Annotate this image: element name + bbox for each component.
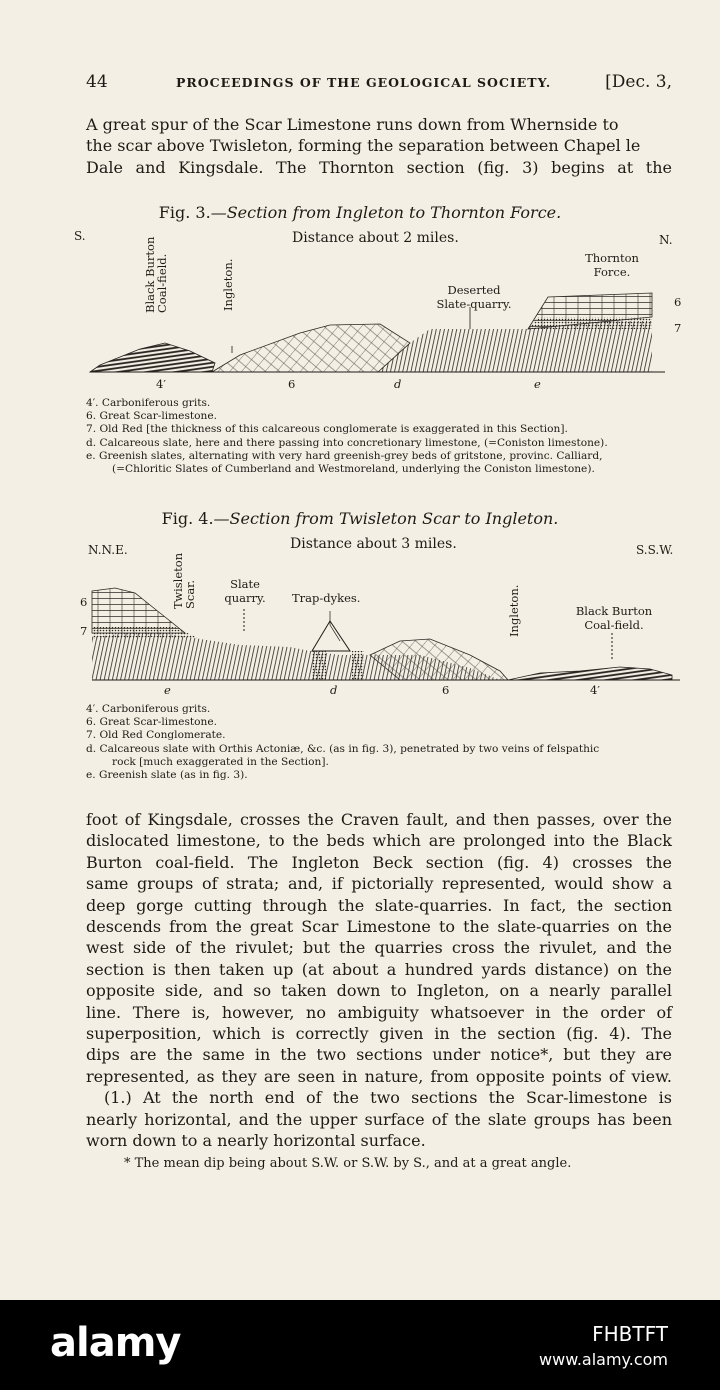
fig4-quarry-label: Slate quarry.: [224, 577, 266, 605]
text-line: opposite side, and so taken down to Ingleton, on a nearly parallel: [86, 981, 672, 1001]
fig4-section-diagram: [0, 533, 720, 703]
text-line: descends from the great Scar Limestone to the slate-quarries on the: [86, 917, 672, 937]
legend-item: d. Calcareous slate, here and there passing into concretionary limestone, (=Coniston limestone).: [86, 436, 608, 449]
fig4-legend: [86, 703, 676, 782]
image-id: FHBTFT: [592, 1322, 668, 1346]
legend-item: d. Calcareous slate with Orthis Actoniæ, &c. (as in fig. 3), penetrated by two veins of felspathic: [86, 742, 600, 755]
fig3-legend: [86, 397, 676, 476]
running-header: [86, 72, 672, 96]
text-line: dislocated limestone, to the beds which are prolonged into the Black: [86, 831, 672, 851]
legend-item: 6. Great Scar-limestone.: [86, 410, 217, 423]
fig3-ingleton-label: Ingleton.: [221, 258, 235, 311]
fig4-dykes-label: Trap-dykes.: [292, 591, 361, 605]
header-date: [Dec. 3,: [605, 72, 672, 92]
text-line: (1.) At the north end of the two sections the Scar-limestone is: [104, 1088, 672, 1108]
legend-item: 7. Old Red Conglomerate.: [86, 729, 226, 742]
fig4-base-6: 6: [442, 683, 450, 697]
alamy-url: www.alamy.com: [539, 1350, 668, 1369]
fig4-title: —Section from Twisleton Scar to Ingleton.: [213, 509, 559, 528]
legend-item: 4′. Carboniferous grits.: [86, 703, 211, 715]
legend-item: (=Chloritic Slates of Cumberland and Westmoreland, underlying the Coniston limestone).: [112, 463, 595, 476]
footnote: * The mean dip being about S.W. or S.W. by S., and at a great angle.: [124, 1156, 572, 1171]
text-line: west side of the rivulet; but the quarries cross the rivulet, and the: [86, 938, 672, 958]
text-line: superposition, which is correctly given in the section (fig. 4). The: [86, 1024, 672, 1044]
text-line: foot of Kingsdale, crosses the Craven fault, and then passes, over the: [86, 810, 672, 829]
fig4-nne-label: N.N.E.: [88, 543, 128, 557]
fig3-base-d: d: [394, 377, 402, 391]
fig4-side-7: 7: [80, 624, 88, 638]
fig3-base-e: e: [534, 377, 541, 391]
fig3-base-4: 4′: [156, 377, 166, 391]
fig4-base-4: 4′: [590, 683, 600, 697]
fig4-coalfield-label: Black Burton Coal-field.: [575, 604, 653, 632]
fig3-force-label: Thornton Force.: [585, 251, 639, 279]
fig3-distance: Distance about 2 miles.: [292, 230, 459, 246]
legend-item: e. Greenish slate (as in fig. 3).: [86, 769, 248, 782]
legend-item: rock [much exaggerated in the Section].: [112, 755, 329, 768]
fig4-side-6: 6: [80, 595, 88, 609]
fig3-coalfield-label: Black Burton Coal-field.: [143, 236, 169, 313]
body-paragraph: [86, 809, 672, 1152]
text-line: nearly horizontal, and the upper surface of the slate groups has been: [86, 1109, 672, 1129]
legend-item: 6. Great Scar-limestone.: [86, 716, 217, 729]
fig3-south-label: S.: [74, 229, 86, 243]
fig4-ingleton-label: Ingleton.: [507, 584, 521, 637]
fig3-conglomerate-7: [528, 317, 652, 329]
text-line: same groups of strata; and, if pictorially represented, would show a: [86, 874, 672, 894]
fig3-base-6: 6: [288, 377, 296, 391]
fig3-quarry-label: Deserted Slate-quarry.: [436, 283, 512, 311]
fig4-scar-label: Twisleton Scar.: [171, 552, 197, 609]
alamy-logo: alamy: [50, 1320, 181, 1366]
fig3-caption: [0, 203, 720, 222]
text-line: represented, as they are seen in nature, from opposite points of view.: [86, 1066, 672, 1086]
text-line: worn down to a nearly horizontal surface.: [86, 1131, 426, 1151]
text-line: Dale and Kingsdale. The Thornton section (fig. 3) begins at the: [86, 157, 672, 177]
fig4-dyke-vein: [352, 651, 364, 680]
fig4-base-d: d: [330, 683, 338, 697]
fig4-base-e: e: [164, 683, 171, 697]
fig4-ssw-label: S.S.W.: [636, 543, 674, 557]
stock-watermark-bar: [0, 1300, 720, 1390]
fig3-side-6: 6: [674, 295, 682, 309]
legend-item: 4′. Carboniferous grits.: [86, 397, 211, 409]
fig4-grits-4: [508, 667, 672, 680]
fig4-caption: [0, 509, 720, 528]
fig3-grits-4: [90, 343, 215, 372]
fig3-number: Fig. 3.: [158, 203, 211, 222]
fig3-north-label: N.: [659, 233, 673, 247]
text-line: dips are the same in the two sections under notice*, but they are: [86, 1045, 672, 1065]
fig4-trap-dyke: [312, 621, 350, 651]
intro-paragraph: [86, 114, 672, 178]
page-number: 44: [86, 72, 108, 92]
text-line: line. There is, however, no ambiguity whatsoever in the order of: [86, 1002, 672, 1022]
fig3-drawing: [0, 225, 720, 385]
fig3-side-7: 7: [674, 321, 682, 335]
legend-item: e. Greenish slates, alternating with very hard greenish-grey beds of gritstone, provinc. Calliard,: [86, 449, 603, 462]
text-line: A great spur of the Scar Limestone runs down from Whernside to: [86, 115, 619, 134]
text-line: the scar above Twisleton, forming the separation between Chapel le: [86, 136, 641, 156]
fig3-limestone-6: [212, 324, 410, 372]
legend-item: 7. Old Red [the thickness of this calcareous conglomerate is exaggerated in this Section].: [86, 423, 568, 436]
running-title: PROCEEDINGS OF THE GEOLOGICAL SOCIETY.: [176, 75, 552, 90]
fig4-number: Fig. 4.: [161, 509, 214, 528]
text-line: deep gorge cutting through the slate-quarries. In fact, the section: [86, 895, 672, 915]
text-line: Burton coal-field. The Ingleton Beck section (fig. 4) crosses the: [86, 852, 672, 872]
fig4-dyke-vein: [312, 651, 326, 680]
fig3-title: —Section from Ingleton to Thornton Force.: [210, 203, 562, 222]
text-line: section is then taken up (at about a hundred yards distance) on the: [86, 959, 672, 979]
fig4-distance: Distance about 3 miles.: [290, 536, 457, 552]
